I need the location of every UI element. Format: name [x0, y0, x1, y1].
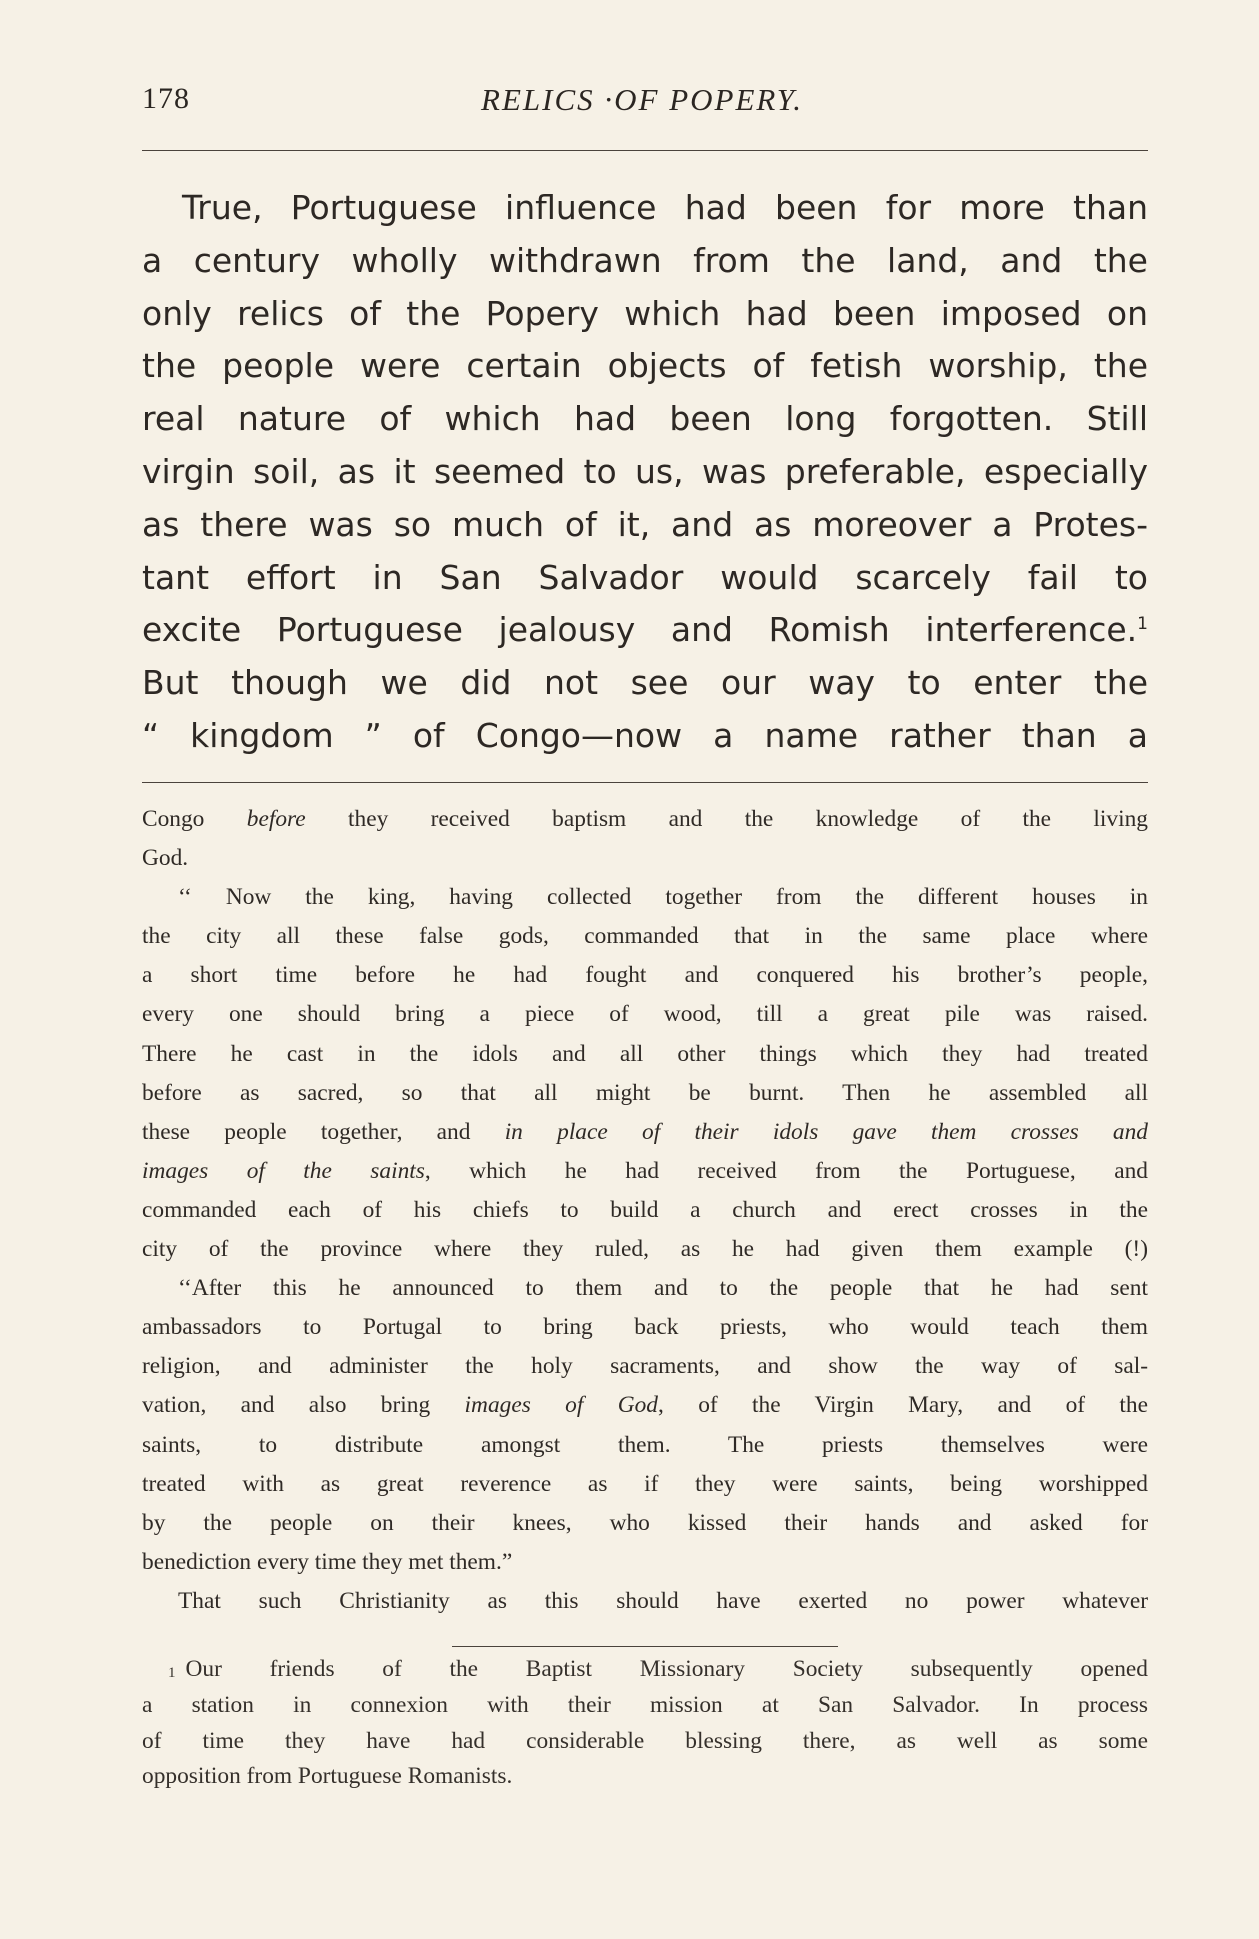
body-line: But though we did not see our way to enter the [142, 663, 1148, 703]
running-title: RELICS ·OF POPERY. [481, 82, 803, 117]
header-rule [142, 150, 1148, 151]
note-italic: images of God [464, 1392, 658, 1419]
note-line: ‘‘After this he announced to them and to the people that he had sent [178, 1275, 1148, 1302]
note-line: benediction every time they met them.” [142, 1548, 513, 1575]
footnote-line: a station in connexion with their mission at San Salvador. In process [142, 1691, 1148, 1718]
footnote-reference: 1 [1137, 614, 1148, 635]
page-number: 178 [142, 82, 190, 115]
body-line: only relics of the Popery which had been imposed on [142, 293, 1148, 333]
note-text: vation, and also bring [142, 1392, 465, 1419]
note-line: religion, and administer the holy sacraments, and show the way of sal- [142, 1353, 1148, 1380]
note-line: every one should bring a piece of wood, till a great pile was raised. [142, 1001, 1148, 1028]
body-line-text: excite Portuguese jealousy and Romish interference. [142, 610, 1138, 650]
body-line: tant effort in San Salvador would scarcely fail to [142, 557, 1148, 597]
notes-rule [142, 782, 1148, 783]
note-line: ‘‘ Now the king, having collected together from the different houses in [178, 884, 1148, 911]
note-text: Congo [142, 806, 247, 832]
body-line: a century wholly withdrawn from the land, and the [142, 240, 1148, 280]
note-italic: images of the saints [142, 1157, 425, 1184]
footnote-line: of time they have had considerable blessing there, as well as some [142, 1727, 1148, 1754]
main-body-text [142, 182, 1148, 763]
footnote-block [142, 1652, 1148, 1795]
note-line: There he cast in the idols and all other things which they had treated [142, 1040, 1148, 1067]
note-line: ambassadors to Portugal to bring back priests, who would teach them [142, 1314, 1148, 1341]
note-text: , which he had received from the Portuguese, and [424, 1157, 1148, 1184]
note-text: these people together, and [142, 1118, 505, 1145]
body-line [142, 604, 1148, 657]
footnote-mark: 1 [168, 1665, 176, 1681]
body-line: as there was so much of it, and as moreover a Protes- [142, 504, 1148, 544]
body-line: the people were certain objects of fetish worship, the [142, 346, 1148, 386]
footnote-text: Our friends of the Baptist Missionary Society subsequently opened [185, 1656, 1148, 1682]
note-line: before as sacred, so that all might be burnt. Then he assembled all [142, 1079, 1148, 1106]
note-line [142, 1152, 1148, 1191]
note-line: by the people on their knees, who kissed their hands and asked for [142, 1509, 1148, 1536]
note-line: treated with as great reverence as if they were saints, being worshipped [142, 1470, 1148, 1497]
note-italic: in place of their idols gave them crosses and [504, 1118, 1149, 1145]
page-header [142, 82, 1142, 122]
notes-block [142, 800, 1148, 1621]
body-line: “ kingdom ” of Congo—now a name rather than a [142, 715, 1148, 755]
body-line: True, Portuguese influence had been for more than [182, 188, 1148, 227]
note-line [142, 1386, 1148, 1425]
note-line: That such Christianity as this should have exerted no power whatever [178, 1587, 1148, 1614]
body-line: real nature of which had been long forgotten. Still [142, 399, 1148, 439]
note-line [142, 800, 1148, 839]
footnote-line [142, 1652, 1148, 1688]
note-text: , of the Virgin Mary, and of the [658, 1392, 1148, 1419]
note-italic: before [246, 806, 306, 832]
note-text: they received baptism and the knowledge of the living [305, 806, 1149, 832]
note-line: saints, to distribute amongst them. The priests themselves were [142, 1431, 1148, 1458]
note-line: the city all these false gods, commanded that in the same place where [142, 923, 1148, 950]
footnote-rule [452, 1646, 838, 1647]
note-line: commanded each of his chiefs to build a church and erect crosses in the [142, 1196, 1148, 1223]
note-line: city of the province where they ruled, as he had given them example (!) [142, 1236, 1148, 1263]
note-line [142, 1113, 1148, 1152]
note-line: a short time before he had fought and conquered his brother’s people, [142, 962, 1148, 989]
body-line: virgin soil, as it seemed to us, was preferable, especially [142, 451, 1148, 491]
footnote-line: opposition from Portuguese Romanists. [142, 1763, 513, 1790]
note-line: God. [142, 845, 189, 872]
